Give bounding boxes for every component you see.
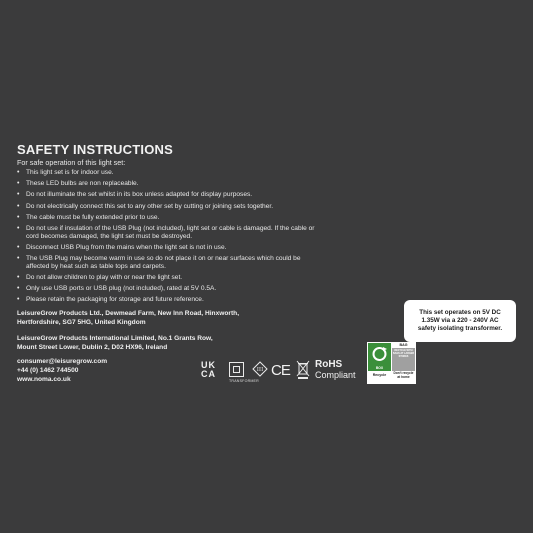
address-line: Hertfordshire, SG7 5HG, United Kingdom: [17, 318, 146, 326]
list-item: • These LED bulbs are non replaceable.: [17, 180, 317, 188]
list-item: • Do not electrically connect this set to any other set by cutting or joining sets together.: [17, 203, 317, 211]
double-square-icon: [229, 362, 244, 377]
rohs-mark-icon: [315, 360, 356, 380]
list-item: • Do not use if insulation of the USB Plug (not included), light set or cable is damaged. If the cable or cord becomes damaged, the light set must be destroyed.: [17, 225, 317, 240]
list-item: • Only use USB ports or USB plug (not included), rated at 5V 0.5A.: [17, 285, 317, 293]
contact-details: [17, 358, 107, 384]
notice-line: This set operates on 5V DC: [419, 309, 501, 316]
class-iii-text: III: [256, 367, 264, 374]
box-label: BOX: [375, 366, 384, 370]
list-item: • Please retain the packaging for storage and future reference.: [17, 296, 317, 304]
contact-phone: +44 (0) 1462 744500: [17, 366, 79, 374]
list-item: • This light set is for indoor use.: [17, 169, 317, 177]
list-item: • Disconnect USB Plug from the mains when the light set is not in use.: [17, 244, 317, 252]
transformer-label: TRANSFORMER: [229, 379, 259, 383]
power-notice: [404, 300, 516, 342]
safety-intro: For safe operation of this light set:: [17, 158, 126, 167]
bag-label: BAG: [399, 343, 408, 347]
notice-line: safety isolating transformer.: [417, 325, 503, 332]
list-item: • Do not allow children to play with or near the light set.: [17, 274, 317, 282]
ce-mark-icon: CE: [271, 362, 290, 379]
notice-line: 1.35W via a 220 - 240V AC: [421, 317, 499, 324]
safety-list: [17, 169, 317, 307]
diamond-icon: [252, 361, 268, 377]
ukca-bottom: CA: [201, 369, 216, 379]
recycle-bag-icon: [392, 348, 415, 371]
recycle-arrows-icon: [368, 343, 391, 365]
rohs-top-text: RoHS: [315, 359, 343, 370]
rohs-bottom-text: Compliant: [315, 370, 356, 380]
class-iii-icon: [252, 361, 268, 382]
bag-instructions: RECYCLE WITH BAGS AT LARGER STORES: [392, 349, 415, 358]
crossed-bin-icon: [296, 360, 310, 379]
address-line: Mount Street Lower, Dublin 2, D02 HX96, Ireland: [17, 343, 168, 351]
safety-title: SAFETY INSTRUCTIONS: [17, 142, 173, 157]
ukca-top: UK: [201, 360, 216, 370]
address-line: LeisureGrow Products Ltd., Dewmead Farm, New Inn Road, Hinxworth,: [17, 310, 240, 317]
list-item: • Do not illuminate the set whilst in its box unless adapted for display purposes.: [17, 191, 317, 199]
recycle-text: Recycle: [372, 373, 387, 377]
list-item: • The USB Plug may become warm in use so do not place it on or near surfaces which could be affected by heat such as table tops and carpets.: [17, 255, 317, 270]
no-recycle-text: Don't recycle at home: [393, 371, 414, 379]
weee-bin-icon: [296, 360, 310, 384]
contact-website: www.noma.co.uk: [17, 375, 71, 383]
ukca-mark-icon: [201, 361, 221, 379]
contact-email: consumer@leisuregrow.com: [17, 358, 108, 365]
list-item: • The cable must be fully extended prior to use.: [17, 214, 317, 222]
ie-address: [17, 335, 213, 353]
address-line: LeisureGrow Products International Limited, No.1 Grants Row,: [17, 335, 213, 342]
recycle-box-icon: [368, 343, 391, 371]
uk-address: [17, 310, 239, 328]
recycling-label: [367, 342, 416, 384]
